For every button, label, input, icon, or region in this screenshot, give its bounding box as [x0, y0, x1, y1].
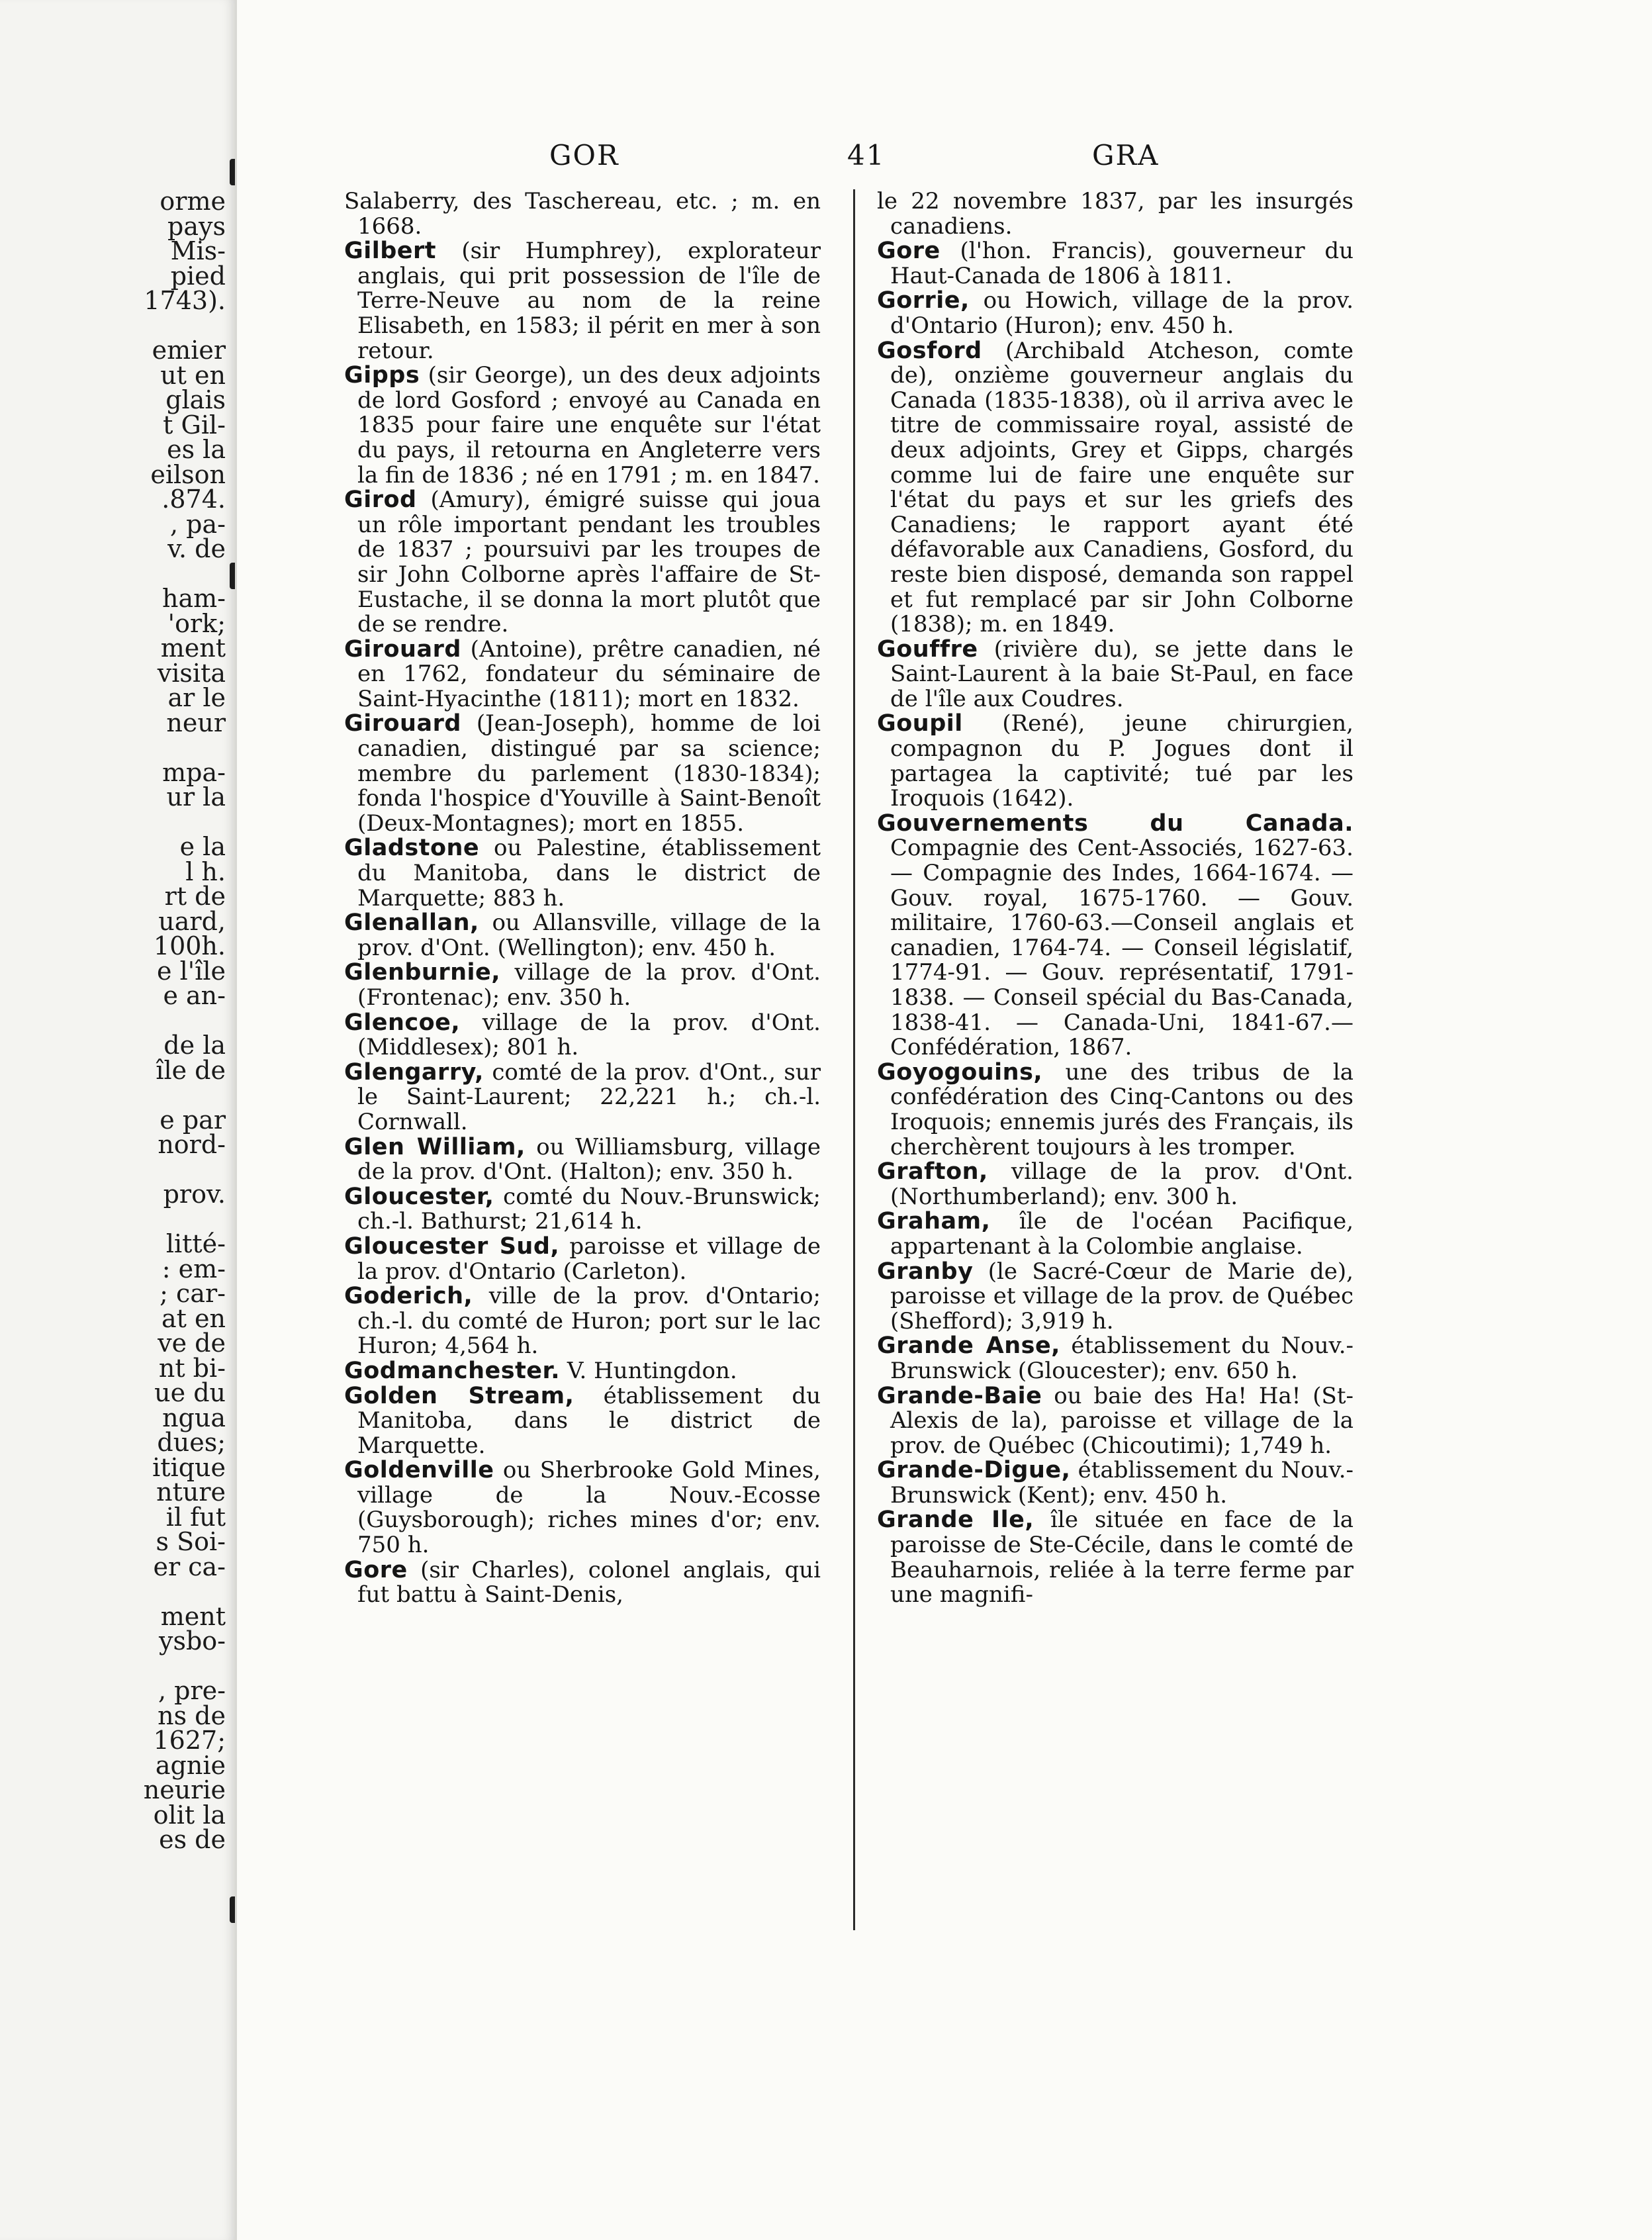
previous-page-line: nord- — [158, 1130, 226, 1159]
dictionary-entry — [344, 1135, 821, 1185]
entry-headword: Glenallan, — [344, 910, 479, 937]
previous-page-line: v. de — [167, 534, 226, 563]
entry-headword: Gouvernements du Canada. — [877, 810, 1354, 837]
entry-text: (rivière du), se jette dans le Saint-Laurent à la baie St-Paul, en face de l'île aux Coudres. — [890, 635, 1354, 712]
previous-page-edge — [0, 0, 237, 2240]
previous-page-line: ur la — [166, 782, 226, 812]
entry-text: comté de la prov. d'Ont., sur le Saint-Laurent; 22,221 h.; ch.-l. Cornwall. — [357, 1058, 821, 1135]
previous-page-line: e la — [179, 832, 226, 861]
entry-text: ou Allansville, village de la prov. d'Ont. (Wellington); env. 450 h. — [357, 910, 821, 961]
previous-page-line: orme — [160, 187, 226, 216]
previous-page-line: er ca- — [153, 1552, 226, 1581]
dictionary-entry — [877, 1508, 1354, 1607]
entry-text: ou Howich, village de la prov. d'Ontario (Huron); env. 450 h. — [890, 287, 1354, 339]
entry-text: (Amury), émigré suisse qui joua un rôle important pendant les troubles de 1837 ; poursuivi par les troupes de sir John Colborne après l'affaire de St-Eustache, il se donna la mort plutôt que de se rendre. — [357, 487, 821, 638]
dictionary-entry — [344, 1235, 821, 1284]
entry-headword: Godmanchester. — [344, 1357, 561, 1384]
previous-page-line: ue du — [154, 1378, 226, 1407]
entry-headword: Goderich, — [344, 1283, 473, 1310]
page-number: 41 — [847, 139, 886, 171]
entry-headword: Glengarry, — [344, 1058, 484, 1086]
entry-headword: Gosford — [877, 337, 982, 364]
entry-headword: Grande-Digue, — [877, 1457, 1071, 1484]
entry-headword: Glen William, — [344, 1133, 526, 1160]
previous-page-line: e par — [160, 1105, 226, 1135]
dictionary-entry — [344, 1284, 821, 1359]
dictionary-entry — [344, 911, 821, 960]
entry-text: (sir Charles), colonel anglais, qui fut battu à Saint-Denis, — [357, 1556, 821, 1609]
dictionary-entry — [344, 239, 821, 363]
binding-mark — [230, 159, 237, 185]
previous-page-line: t Gil- — [163, 410, 226, 440]
entry-text: (Jean-Joseph), homme de loi canadien, distingué par sa science; membre du parlement (1830-1834); fonda l'hospice d'Youville à Saint-Benoît (Deux-Montagnes); mort en 1855. — [357, 710, 821, 837]
previous-page-line: eilson — [150, 459, 226, 489]
left-column — [344, 189, 821, 1608]
entry-headword: Glencoe, — [344, 1009, 461, 1036]
previous-page-line: ; car- — [160, 1279, 226, 1308]
entry-text: (Archibald Atcheson, comte de), onzième gouverneur anglais du Canada (1835-1838), où il arriva avec le titre de commissaire royal, assisté de deux adjoints, Grey et Gipps, chargés comme lui de faire une enquête sur l'état du pays et sur les griefs des Canadiens; le rapport ayant été défavorable aux Canadiens, Gosford, du reste bien disposé, demanda son rappel et fut remplacé par sir John Colborne (1838); m. en 1849. — [890, 337, 1354, 638]
previous-page-line: es la — [167, 435, 226, 464]
entry-headword: Girod — [344, 487, 417, 514]
previous-page-line: uard, — [158, 906, 226, 936]
entry-headword: Gore — [344, 1556, 408, 1583]
entry-headword: Gore — [877, 238, 941, 265]
dictionary-entry — [344, 1458, 821, 1558]
entry-text: (l'hon. Francis), gouverneur du Haut-Canada de 1806 à 1811. — [890, 238, 1354, 289]
previous-page-line: e l'île — [157, 956, 226, 986]
previous-page-line: ns de — [158, 1701, 226, 1730]
previous-page-line: neur — [166, 708, 226, 737]
previous-page-line: .874. — [161, 485, 226, 514]
dictionary-entry — [877, 812, 1354, 1060]
entry-text: ou Palestine, établissement du Manitoba, dans le district de Marquette; 883 h. — [357, 835, 821, 911]
entry-text: ou baie des Ha! Ha! (St-Alexis de la), paroisse et village de la prov. de Québec (Chicoutimi); 1,749 h. — [890, 1382, 1354, 1459]
dictionary-entry — [344, 960, 821, 1010]
entry-text: (sir Humphrey), explorateur anglais, qui prit possession de l'île de Terre-Neuve au nom de la reine Elisabeth, en 1583; il périt en mer à son retour. — [357, 238, 821, 364]
previous-page-line: ysbo- — [158, 1626, 226, 1656]
entry-text: ville de la prov. d'Ontario; ch.-l. du comté de Huron; port sur le lac Huron; 4,564 h. — [357, 1283, 821, 1360]
previous-page-line: s Soi- — [156, 1527, 226, 1556]
previous-page-line: l h. — [185, 857, 226, 886]
entry-headword: Girouard — [344, 710, 461, 737]
dictionary-entry — [344, 1011, 821, 1060]
dictionary-entry — [344, 1060, 821, 1135]
dictionary-entry — [344, 1185, 821, 1235]
entry-headword: Girouard — [344, 635, 461, 663]
dictionary-entry — [877, 289, 1354, 338]
previous-page-line: dues; — [157, 1428, 226, 1457]
previous-page-line: nt bi- — [158, 1353, 226, 1383]
dictionary-entry — [877, 1060, 1354, 1160]
previous-page-line: emier — [152, 336, 226, 365]
previous-page-line: pied — [170, 261, 226, 291]
entry-headword: Graham, — [877, 1208, 991, 1235]
previous-page-line: 1743). — [144, 286, 226, 315]
dictionary-entry — [344, 1359, 821, 1384]
previous-page-line: agnie — [155, 1750, 226, 1780]
previous-page-line: : em- — [161, 1254, 226, 1283]
dictionary-entry — [877, 1209, 1354, 1259]
entry-text: Salaberry, des Taschereau, etc. ; m. en 1668. — [344, 188, 821, 240]
previous-page-line: mpa- — [162, 757, 226, 787]
entry-text: une des tribus de la confédération des Cinq-Cantons ou des Iroquois; ennemis jurés des Français, ils cherchèrent toujours à les tromper. — [890, 1058, 1354, 1160]
previous-page-line: glais — [165, 385, 226, 414]
dictionary-entry — [344, 189, 821, 239]
entry-text: (le Sacré-Cœur de Marie de), paroisse et village de la prov. de Québec (Shefford); 3,919 h. — [890, 1258, 1354, 1334]
entry-headword: Gilbert — [344, 238, 437, 265]
header-right-guide-word: GRA — [1092, 139, 1160, 171]
entry-headword: Gladstone — [344, 835, 480, 862]
previous-page-line: île de — [156, 1055, 226, 1085]
previous-page-line: ar le — [167, 683, 226, 712]
previous-page-line: 1627; — [153, 1726, 226, 1755]
entry-headword: Grande Anse, — [877, 1332, 1060, 1360]
entry-text: (René), jeune chirurgien, compagnon du P. Jogues dont il partagea la captivité; tué par les Iroquois (1642). — [890, 710, 1354, 812]
dictionary-entry — [344, 1558, 821, 1608]
entry-headword: Grafton, — [877, 1158, 988, 1186]
previous-page-line: pays — [167, 211, 226, 241]
dictionary-entry — [344, 712, 821, 836]
previous-page-line: 100h. — [153, 931, 226, 960]
entry-headword: Gloucester Sud, — [344, 1233, 560, 1260]
previous-page-line: rt de — [164, 882, 226, 911]
dictionary-entry — [877, 339, 1354, 637]
previous-page-line: olit la — [153, 1800, 226, 1830]
entry-text: établissement du Manitoba, dans le district de Marquette. — [357, 1382, 821, 1459]
dictionary-entry — [877, 1260, 1354, 1334]
entry-text: ou Sherbrooke Gold Mines, village de la Nouv.-Ecosse (Guysborough); riches mines d'or; env. 750 h. — [357, 1457, 821, 1559]
dictionary-entry — [877, 1160, 1354, 1209]
dictionary-entry — [877, 189, 1354, 239]
previous-page-line: ngua — [162, 1403, 226, 1432]
right-column — [877, 189, 1354, 1608]
previous-page-line: , pre- — [158, 1676, 226, 1705]
header-left-guide-word: GOR — [549, 139, 620, 171]
entry-headword: Goldenville — [344, 1457, 494, 1484]
entry-text: (Antoine), prêtre canadien, né en 1762, fondateur du séminaire de Saint-Hyacinthe (1811); mort en 1832. — [357, 635, 821, 712]
entry-headword: Glenburnie, — [344, 959, 501, 986]
previous-page-line: e an- — [163, 981, 226, 1010]
binding-mark — [230, 563, 237, 589]
dictionary-entry — [344, 363, 821, 488]
entry-headword: Grande Ile, — [877, 1507, 1034, 1534]
entry-text: établissement du Nouv.-Brunswick (Kent); env. 450 h. — [890, 1457, 1354, 1509]
previous-page-line: ment — [160, 633, 226, 663]
entry-text: village de la prov. d'Ont. (Frontenac); env. 350 h. — [357, 959, 821, 1011]
previous-page-line: 'ork; — [167, 608, 226, 638]
dictionary-entry — [344, 637, 821, 712]
dictionary-entry — [344, 836, 821, 911]
binding-mark — [230, 1896, 237, 1923]
entry-text: établissement du Nouv.-Brunswick (Gloucester); env. 650 h. — [890, 1332, 1354, 1384]
previous-page-line: de la — [163, 1031, 226, 1060]
entry-text: paroisse et village de la prov. d'Ontario (Carleton). — [357, 1233, 821, 1285]
entry-headword: Gipps — [344, 362, 420, 389]
entry-text: île de l'océan Pacifique, appartenant à la Colombie anglaise. — [890, 1208, 1354, 1260]
previous-page-line: , pa- — [170, 509, 226, 539]
entry-text: ou Williamsburg, village de la prov. d'Ont. (Halton); env. 350 h. — [357, 1133, 821, 1186]
entry-text: le 22 novembre 1837, par les insurgés canadiens. — [877, 188, 1354, 240]
previous-page-line: ment — [160, 1601, 226, 1631]
entry-headword: Golden Stream, — [344, 1382, 574, 1409]
entry-text: village de la prov. d'Ont. (Northumberland); env. 300 h. — [890, 1158, 1354, 1210]
previous-page-line: Mis- — [170, 236, 226, 265]
entry-headword: Gorrie, — [877, 287, 970, 314]
previous-page-line: es de — [159, 1825, 226, 1854]
previous-page-line: prov. — [163, 1180, 226, 1209]
entry-headword: Granby — [877, 1258, 974, 1285]
entry-headword: Goyogouins, — [877, 1058, 1043, 1086]
dictionary-entry — [877, 637, 1354, 712]
previous-page-line: neurie — [143, 1775, 226, 1804]
previous-page-line: ve de — [158, 1329, 226, 1358]
column-divider — [853, 189, 855, 1930]
dictionary-entry — [877, 239, 1354, 289]
dictionary-entry — [877, 1334, 1354, 1383]
entry-headword: Goupil — [877, 710, 963, 737]
dictionary-entry — [344, 1384, 821, 1459]
previous-page-line: nture — [156, 1477, 226, 1507]
dictionary-entry — [877, 1458, 1354, 1508]
previous-page-line: litté- — [165, 1229, 226, 1258]
dictionary-entry — [877, 712, 1354, 811]
previous-page-line: visita — [157, 658, 226, 688]
entry-headword: Grande-Baie — [877, 1382, 1042, 1409]
entry-text: île située en face de la paroisse de Ste-Cécile, dans le comté de Beauharnois, reliée à la terre ferme par une magnifi- — [890, 1507, 1354, 1609]
running-header — [354, 139, 1387, 172]
entry-text: Compagnie des Cent-Associés, 1627-63. — Compagnie des Indes, 1664-1674. — Gouv. royal, 1675-1760. — Gouv. militaire, 1760-63.—Conseil anglais et canadien, 1764-74. — Conseil législatif, 1774-91. — Gouv. représentatif, 1791-1838. — Conseil spécial du Bas-Canada, 1838-41. — Canada-Uni, 1841-67.—Confédération, 1867. — [890, 835, 1354, 1061]
dictionary-entry — [344, 488, 821, 637]
entry-text: V. Huntingdon. — [560, 1357, 737, 1384]
entry-text: (sir George), un des deux adjoints de lord Gosford ; envoyé au Canada en 1835 pour faire une enquête sur l'état du pays, il retourna en Angleterre vers la fin de 1836 ; né en 1791 ; m. en 1847. — [357, 362, 821, 489]
entry-headword: Gloucester, — [344, 1183, 494, 1210]
entry-text: village de la prov. d'Ont. (Middlesex); 801 h. — [357, 1009, 821, 1061]
previous-page-line: at en — [161, 1303, 226, 1333]
entry-headword: Gouffre — [877, 635, 978, 663]
previous-page-line: itique — [152, 1452, 226, 1482]
entry-text: comté du Nouv.-Brunswick; ch.-l. Bathurst; 21,614 h. — [357, 1183, 821, 1235]
previous-page-line: il fut — [165, 1502, 226, 1532]
dictionary-entry — [877, 1384, 1354, 1459]
previous-page-line: ut en — [160, 360, 226, 390]
previous-page-line: ham- — [161, 584, 226, 613]
